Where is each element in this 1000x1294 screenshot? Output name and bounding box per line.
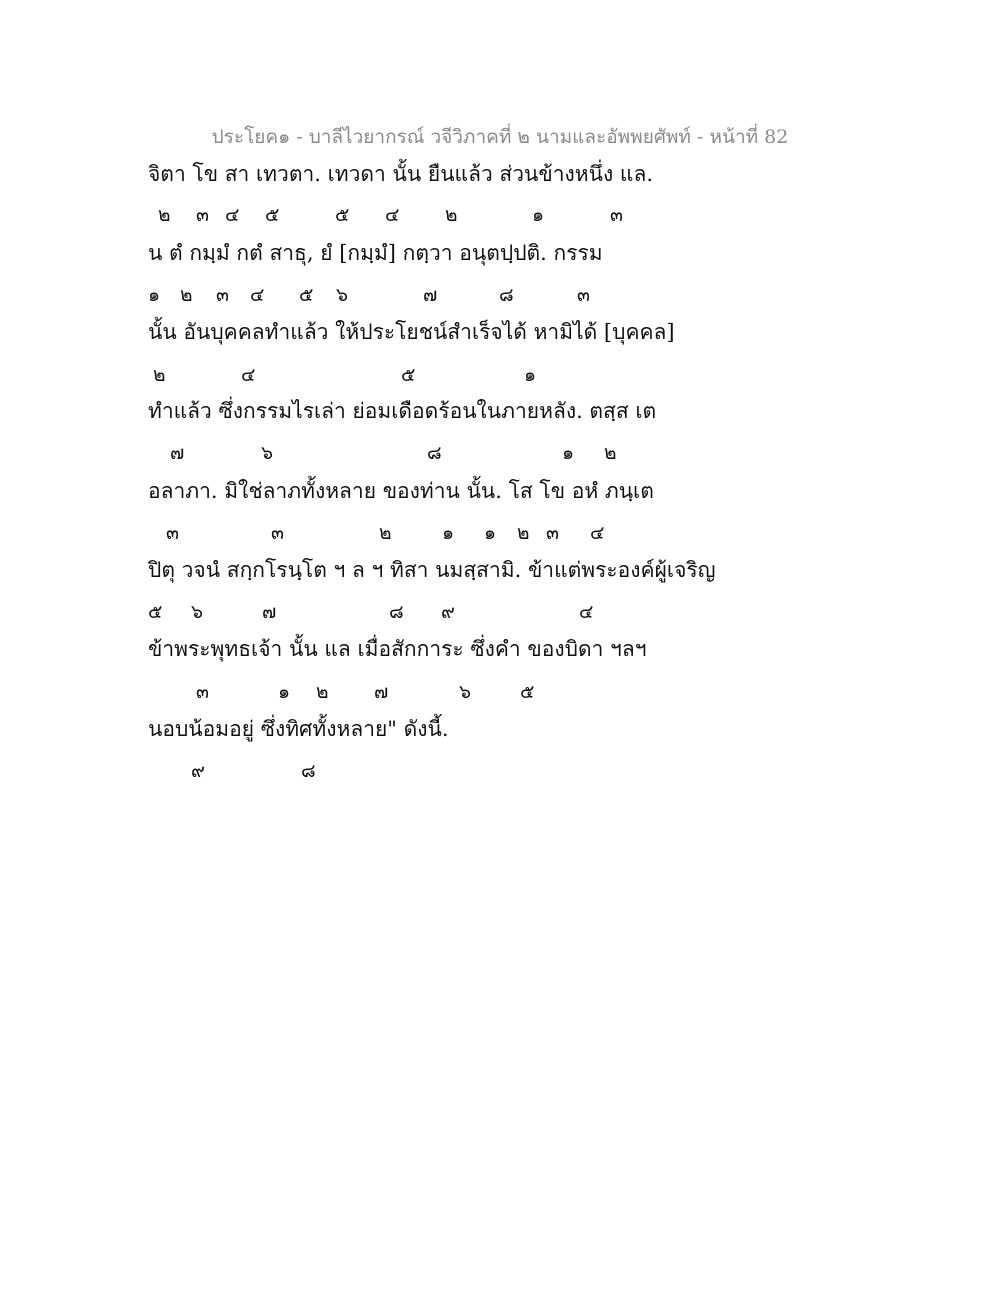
word-order-number: ๑ [442, 522, 455, 544]
page-header: ประโยค๑ - บาลีไวยากรณ์ วจีวิภาคที่ ๒ นามและอัพพยศัพท์ - หน้าที่ 82 [211, 126, 789, 148]
word-order-number: ๕ [265, 204, 280, 226]
text-line: ทำแล้ว ซึ่งกรรมไรเล่า ย่อมเดือดร้อนในภายหลัง. ตสฺส เต [148, 399, 657, 423]
word-order-number: ๒ [153, 364, 166, 386]
word-order-number: ๙ [191, 760, 205, 782]
word-order-number: ๕ [520, 681, 535, 703]
word-order-number: ๔ [579, 601, 594, 623]
word-order-number: ๖ [261, 442, 274, 464]
word-order-number: ๖ [191, 601, 204, 623]
word-order-number: ๓ [166, 522, 179, 544]
text-line: นั้น อันบุคคลทำแล้ว ให้ประโยชน์สำเร็จได้ หามิได้ [บุคคล] [148, 320, 675, 344]
word-order-number: ๕ [148, 601, 163, 623]
word-order-number: ๕ [299, 284, 314, 306]
word-order-number: ๓ [196, 204, 209, 226]
word-order-number: ๒ [445, 204, 458, 226]
word-order-number: ๓ [271, 522, 284, 544]
word-order-number: ๕ [335, 204, 350, 226]
word-order-number: ๑ [278, 681, 291, 703]
word-order-number: ๔ [250, 284, 265, 306]
word-order-number: ๓ [577, 284, 590, 306]
word-order-number: ๑ [532, 204, 545, 226]
word-order-number: ๒ [517, 522, 530, 544]
word-order-number: ๔ [590, 522, 605, 544]
text-line: ข้าพระพุทธเจ้า นั้น แล เมื่อสักการะ ซึ่งคำ ของบิดา ฯลฯ [148, 637, 647, 661]
text-line: ปิตุ วจนํ สกฺกโรนฺโต ฯ ล ฯ ทิสา นมสฺสามิ. ข้าแต่พระองค์ผู้เจริญ [148, 558, 716, 582]
word-order-number: ๔ [241, 364, 256, 386]
word-order-number: ๑ [562, 442, 575, 464]
word-order-number: ๕ [401, 364, 416, 386]
word-order-number: ๘ [499, 284, 514, 306]
word-order-number: ๓ [216, 284, 229, 306]
word-order-number: ๓ [196, 681, 209, 703]
word-order-number: ๗ [262, 601, 277, 623]
word-order-number: ๗ [170, 442, 185, 464]
word-order-number: ๒ [316, 681, 329, 703]
word-order-number: ๖ [336, 284, 349, 306]
word-order-number: ๑ [148, 284, 161, 306]
word-order-number: ๒ [180, 284, 193, 306]
word-order-number: ๘ [301, 760, 316, 782]
word-order-number: ๘ [389, 601, 404, 623]
word-order-number: ๖ [459, 681, 472, 703]
text-line: จิตา โข สา เทวตา. เทวดา นั้น ยืนแล้ว ส่วนข้างหนึ่ง แล. [148, 162, 654, 186]
word-order-number: ๔ [225, 204, 240, 226]
text-line: นอบน้อมอยู่ ซึ่งทิศทั้งหลาย" ดังนี้. [148, 717, 449, 741]
word-order-number: ๓ [610, 204, 623, 226]
word-order-number: ๒ [604, 442, 617, 464]
text-line: อลาภา. มิใช่ลาภทั้งหลาย ของท่าน นั้น. โส โข อหํ ภนฺเต [148, 479, 654, 503]
word-order-number: ๑ [524, 364, 537, 386]
word-order-number: ๗ [423, 284, 438, 306]
word-order-number: ๙ [441, 601, 455, 623]
word-order-number: ๗ [374, 681, 389, 703]
word-order-number: ๑ [484, 522, 497, 544]
text-line: น ตํ กมฺมํ กตํ สาธุ, ยํ [กมฺมํ] กตฺวา อนุตปฺปติ. กรรม [148, 241, 603, 265]
word-order-number: ๒ [158, 204, 171, 226]
word-order-number: ๔ [385, 204, 400, 226]
word-order-number: ๘ [427, 442, 442, 464]
word-order-number: ๒ [379, 522, 392, 544]
word-order-number: ๓ [546, 522, 559, 544]
